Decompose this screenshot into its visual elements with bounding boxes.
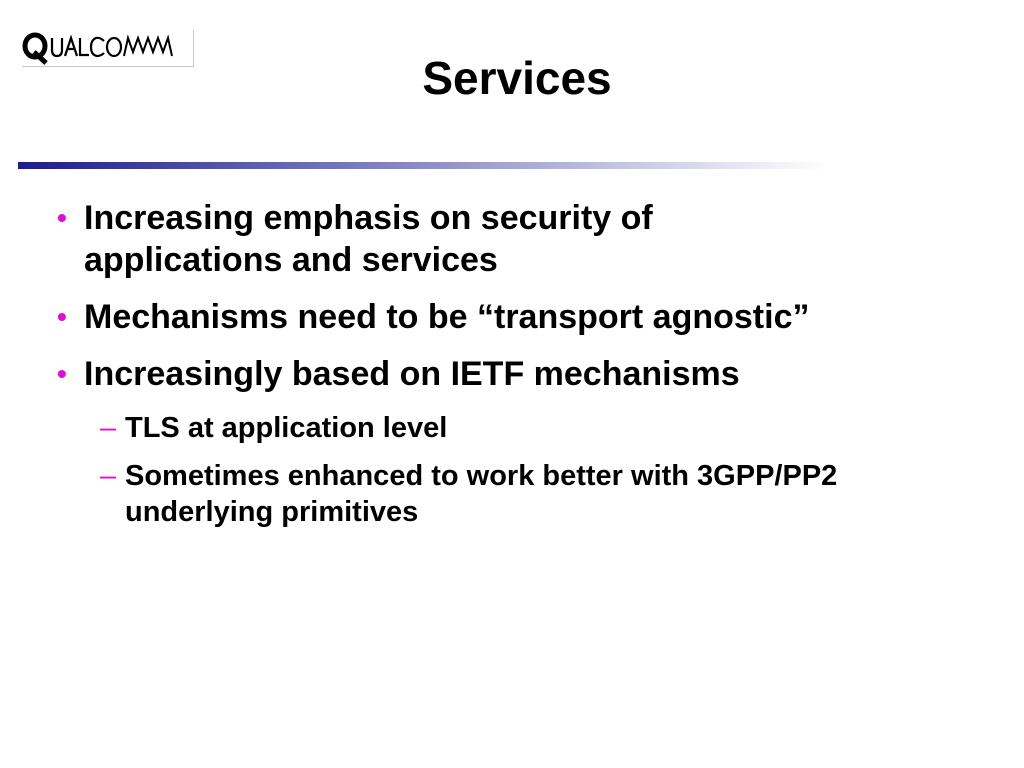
sub-bullet-item — [100, 458, 997, 530]
bullet-item — [57, 296, 997, 338]
bullet-marker: • — [57, 301, 67, 332]
dash-marker: – — [100, 460, 117, 492]
bullet-item — [57, 197, 997, 281]
bullet-text: Mechanisms need to be “transport agnostic” — [84, 298, 810, 336]
dash-marker: – — [100, 412, 117, 444]
title-divider — [18, 162, 828, 169]
bullet-marker: • — [57, 202, 67, 233]
slide-content — [57, 197, 997, 542]
slide-title: Services — [422, 52, 612, 104]
bullet-item — [57, 353, 997, 395]
sub-bullet-text: TLS at application level — [125, 412, 448, 444]
sub-bullet-item — [100, 410, 997, 446]
bullet-text: Increasingly based on IETF mechanisms — [84, 355, 740, 393]
bullet-text-continued: applications and services — [84, 241, 498, 279]
sub-bullet-text-continued: underlying primitives — [125, 496, 419, 528]
bullet-marker: • — [57, 358, 67, 389]
sub-bullet-text: Sometimes enhanced to work better with 3GPP/PP2 — [125, 460, 838, 492]
bullet-text: Increasing emphasis on security of — [84, 199, 653, 237]
